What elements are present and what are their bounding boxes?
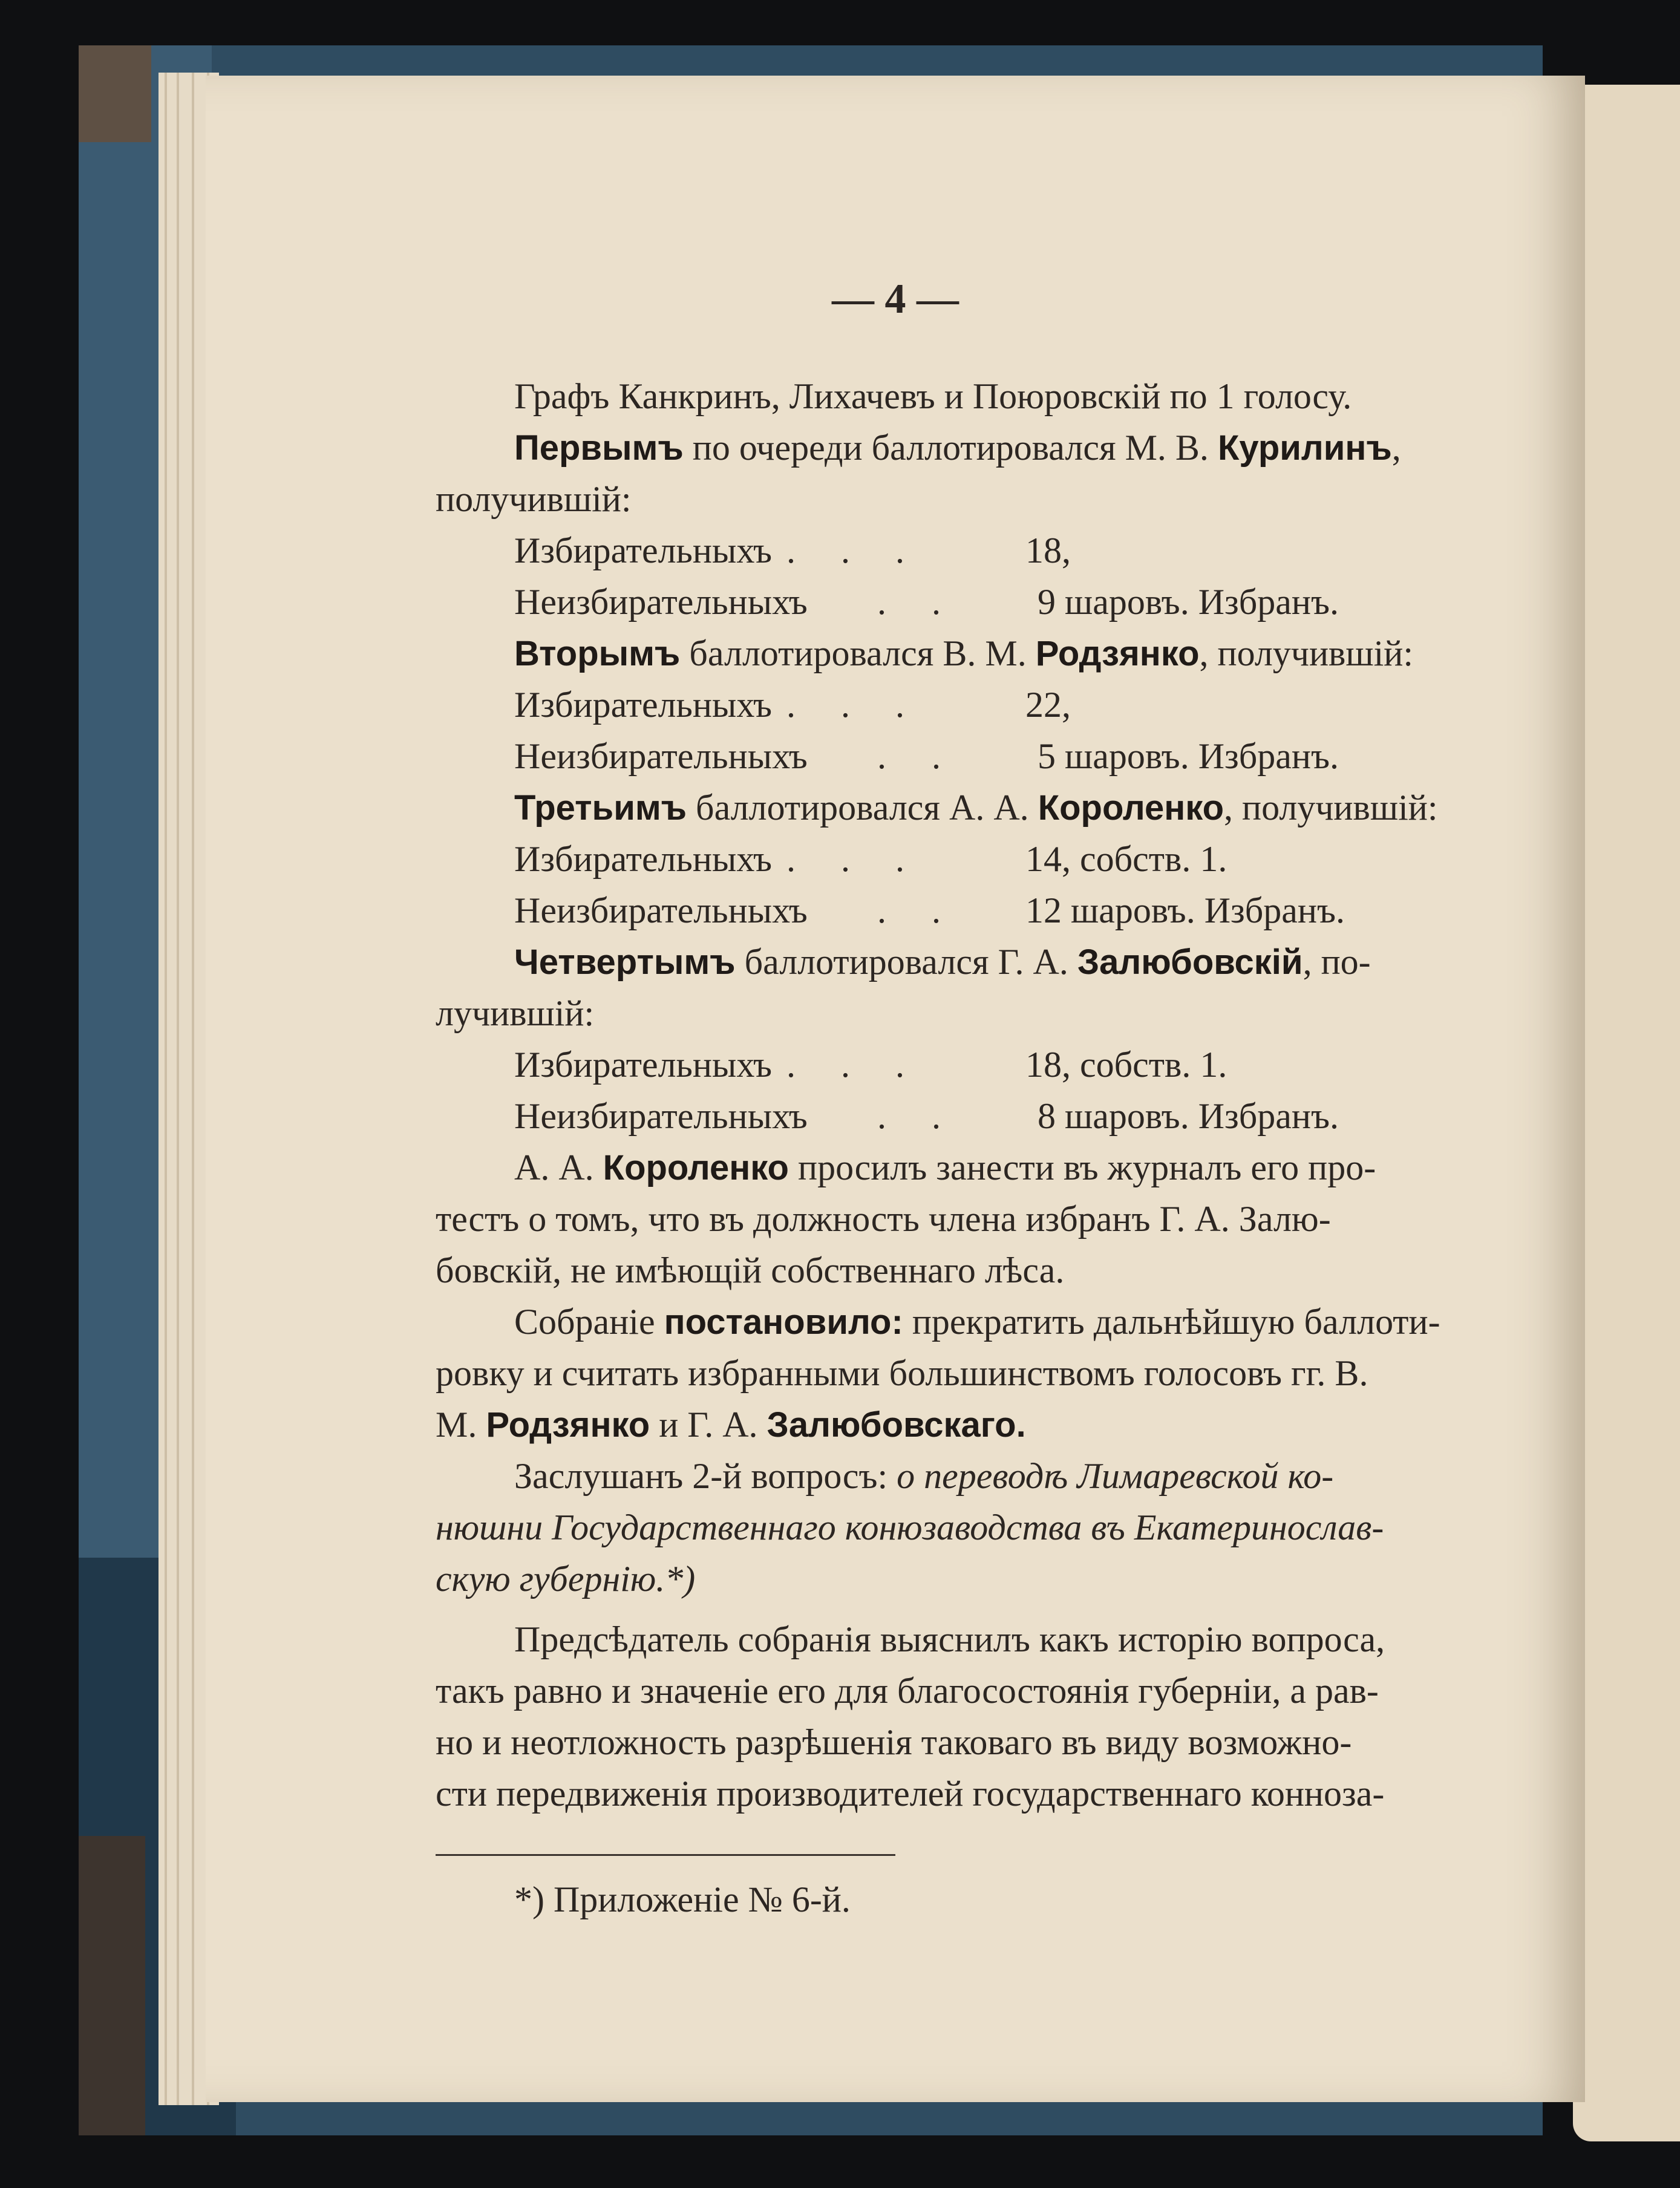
text-line: Заслушанъ 2-й вопросъ: о переводѣ Лимаревской ко- [514, 1456, 1334, 1496]
text-line: Третьимъ баллотировался А. А. Короленко, получившій: [514, 788, 1438, 828]
text-line: но и неотложность разрѣшенія таковаго въ виду возможно- [436, 1722, 1352, 1762]
text-line: А. А. Короленко просилъ занести въ журналъ его про- [514, 1148, 1376, 1187]
footnote-rule [436, 1854, 895, 1856]
tally-value: 9 шаровъ. Избранъ. [1038, 582, 1339, 622]
italic-text: о переводѣ Лимаревской ко- [897, 1456, 1334, 1496]
cover-corner-top [79, 45, 151, 142]
tally-value: 8 шаровъ. Избранъ. [1038, 1096, 1339, 1136]
tally-label: Избирательныхъ [514, 685, 773, 725]
leader-dots: . . [877, 582, 941, 622]
leader-dots: . . . [786, 839, 904, 879]
page-number: — 4 — [832, 276, 959, 322]
text-line: Четвертымъ баллотировался Г. А. Залюбовскій, по- [514, 942, 1371, 982]
book-page [206, 76, 1585, 2102]
bold-name: Первымъ [514, 428, 684, 468]
tally-value: 5 шаровъ. Избранъ. [1038, 736, 1339, 776]
footnote: *) Приложеніе № 6-й. [514, 1879, 851, 1919]
tally-label: Неизбирательныхъ [514, 890, 808, 930]
tally-label: Неизбирательныхъ [514, 736, 808, 776]
text-line: М. Родзянко и Г. А. Залюбовскаго. [436, 1405, 1026, 1445]
text-line: получившій: [436, 479, 632, 519]
bold-name: Родзянко [1035, 634, 1200, 673]
tally-value: 22, [1025, 685, 1071, 725]
text-line: лучившій: [436, 993, 595, 1033]
bold-name: Курилинъ [1217, 428, 1392, 468]
text-line: ровку и считать избранными большинствомъ голосовъ гг. В. [436, 1353, 1368, 1393]
tally-value: 18, [1025, 531, 1071, 570]
bold-name: Залюбовскаго. [766, 1405, 1026, 1445]
bold-name: Вторымъ [514, 634, 681, 673]
tally-label: Неизбирательныхъ [514, 582, 808, 622]
cover-corner-bottom [79, 1836, 145, 2135]
tally-label: Избирательныхъ [514, 531, 773, 570]
italic-text: скую губернію.*) [436, 1559, 696, 1599]
italic-text: нюшни Государственнаго конюзаводства въ Екатеринослав- [436, 1507, 1384, 1547]
tally-value: 14, собств. 1. [1025, 839, 1227, 879]
bold-name: Четвертымъ [514, 942, 736, 982]
text-line: Предсѣдатель собранія выяснилъ какъ исторію вопроса, [514, 1619, 1385, 1659]
tally-value: 18, собств. 1. [1025, 1045, 1227, 1085]
tally-label: Неизбирательныхъ [514, 1096, 808, 1136]
tally-label: Избирательныхъ [514, 1045, 773, 1085]
leader-dots: . . [877, 890, 941, 930]
bold-word: постановило: [664, 1302, 903, 1342]
leader-dots: . . . [786, 685, 904, 725]
bold-name: Третьимъ [514, 788, 687, 828]
bold-name: Родзянко [486, 1405, 650, 1445]
facing-page-edge [1573, 85, 1680, 2141]
text-line: Графъ Канкринъ, Лихачевъ и Поюровскій по 1 голосу. [514, 376, 1352, 416]
text-line: Вторымъ баллотировался В. М. Родзянко, получившій: [514, 633, 1414, 673]
tally-label: Избирательныхъ [514, 839, 773, 879]
leader-dots: . . [877, 1096, 941, 1136]
bold-name: Залюбовскій [1077, 942, 1303, 982]
bold-name: Короленко [1038, 788, 1224, 828]
text-line: Собраніе постановило: прекратить дальнѣйшую баллоти- [514, 1302, 1440, 1342]
leader-dots: . . . [786, 1045, 904, 1085]
leader-dots: . . [877, 736, 941, 776]
text-line: сти передвиженія производителей государственнаго конноза- [436, 1774, 1385, 1814]
tally-value: 12 шаровъ. Избранъ. [1025, 890, 1345, 930]
text-line: Первымъ по очереди баллотировался М. В. Курилинъ, [514, 428, 1401, 468]
bold-name: Короленко [603, 1148, 789, 1187]
text-line: тестъ о томъ, что въ должность члена избранъ Г. А. Залю- [436, 1199, 1331, 1239]
text-line: бовскій, не имѣющій собственнаго лѣса. [436, 1250, 1065, 1290]
text-line: такъ равно и значеніе его для благосостоянія губерніи, а рав- [436, 1671, 1379, 1711]
leader-dots: . . . [786, 531, 904, 570]
